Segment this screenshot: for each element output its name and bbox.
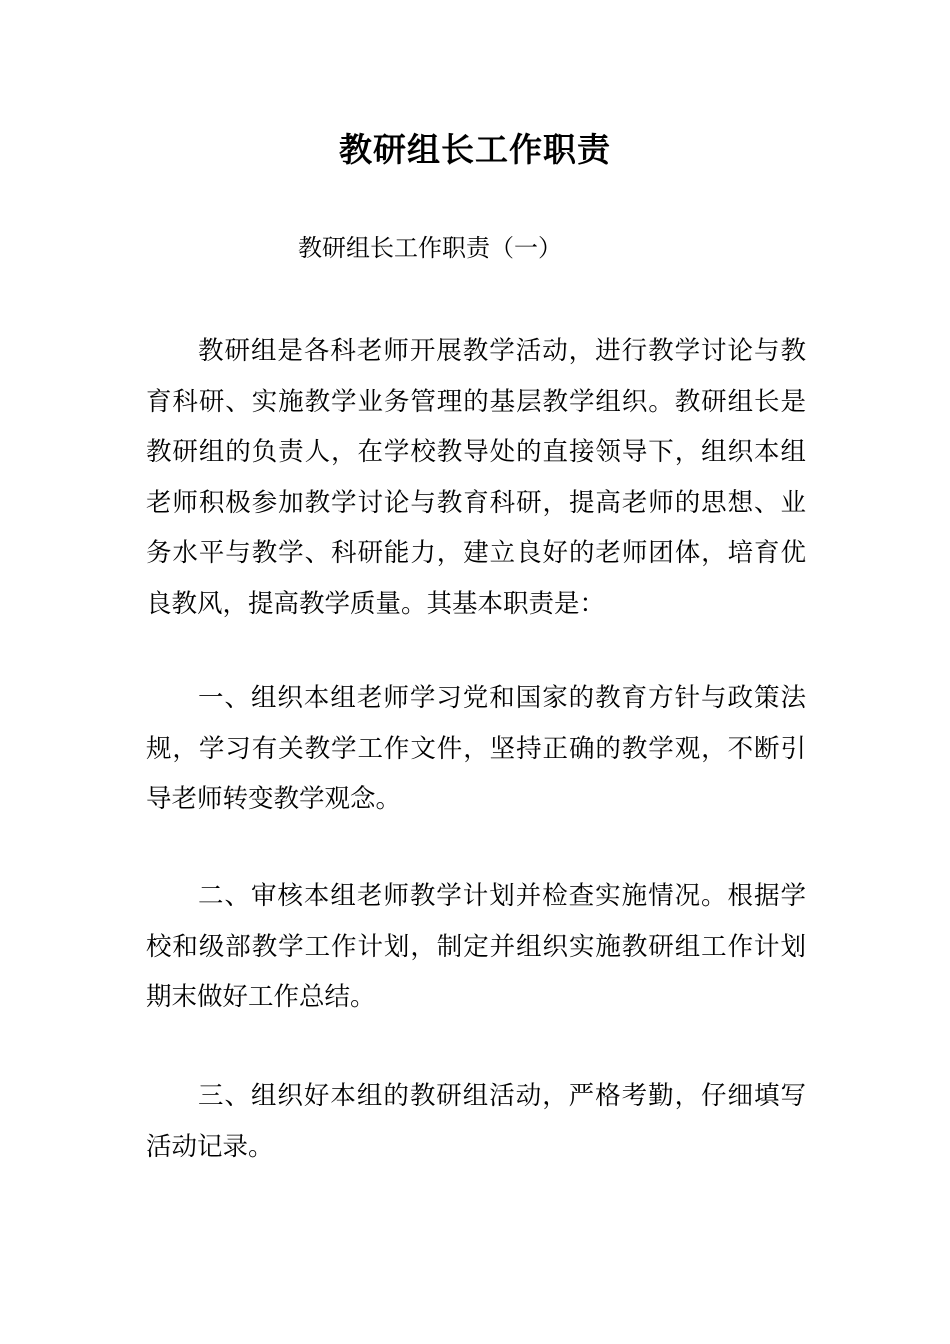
duty-paragraph-3: 三、组织好本组的教研组活动，严格考勤，仔细填写活动记录。 [146,1081,806,1162]
intro-paragraph: 教研组是各科老师开展教学活动，进行教学讨论与教育科研、实施教学业务管理的基层教学组织。教研组长是教研组的负责人，在学校教导处的直接领导下，组织本组老师积极参加教学讨论与教育科研，提高老师的思想、业务水平与教学、科研能力，建立良好的老师团体，培育优良教风，提高教学质量。其基本职责是： [146,336,806,619]
duty-paragraph-1: 一、组织本组老师学习党和国家的教育方针与政策法规，学习有关教学工作文件，坚持正确的教学观，不断引导老师转变教学观念。 [146,683,806,814]
document-title: 教研组长工作职责 [339,130,611,169]
document-subtitle: 教研组长工作职责（一） [298,234,562,262]
duty-paragraph-2: 二、审核本组老师教学计划并检查实施情况。根据学校和级部教学工作计划，制定并组织实施教研组工作计划期末做好工作总结。 [146,881,806,1012]
